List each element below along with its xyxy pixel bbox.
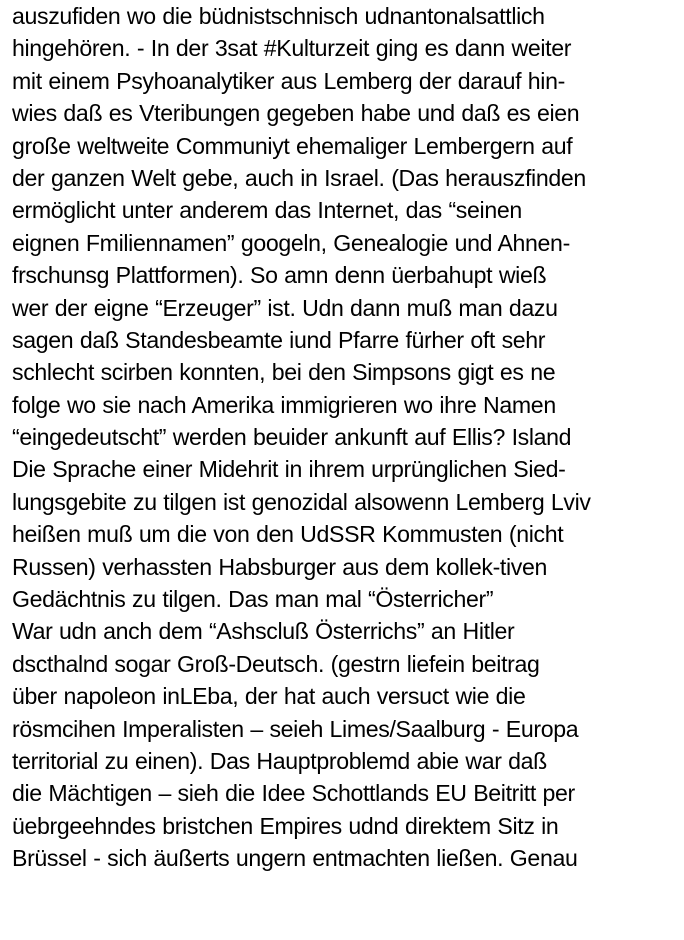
text-line-3: mit einem Psyhoanalytiker aus Lemberg der darauf hin- xyxy=(12,67,565,94)
text-line-14: “eingedeutscht” werden beuider ankunft auf Ellis? Island xyxy=(12,424,572,451)
text-line-11: sagen daß Standesbeamte iund Pfarre fürher oft sehr xyxy=(12,326,546,353)
text-line-13: folge wo sie nach Amerika immigrieren wo ihre Namen xyxy=(12,391,556,418)
text-line-2: hingehören. - In der 3sat #Kulturzeit ging es dann weiter xyxy=(12,35,572,62)
text-line-16: lungsgebite zu tilgen ist genozidal alsowenn Lemberg Lviv xyxy=(12,488,591,515)
text-line-12: schlecht scirben konnten, bei den Simpsons gigt es ne xyxy=(12,359,556,386)
text-line-20: War udn anch dem “Ashscluß Österrichs” an Hitler xyxy=(12,618,515,645)
body-text xyxy=(12,0,680,875)
text-line-26: üebrgeehndes bristchen Empires udnd direktem Sitz in xyxy=(12,812,559,839)
text-line-15: Die Sprache einer Midehrit in ihrem urprünglichen Sied- xyxy=(12,456,566,483)
text-line-4: wies daß es Vteribungen gegeben habe und daß es eien xyxy=(12,100,580,127)
text-line-21: dscthalnd sogar Groß-Deutsch. (gestrn liefein beitrag xyxy=(12,650,540,677)
text-line-7: ermöglicht unter anderem das Internet, das “seinen xyxy=(12,197,522,224)
text-line-1: auszufiden wo die büdnistschnisch udnantonalsattlich xyxy=(12,3,545,29)
text-line-24: territorial zu einen). Das Hauptproblemd abie war daß xyxy=(12,747,547,774)
text-line-17: heißen muß um die von den UdSSR Kommusten (nicht xyxy=(12,521,564,548)
text-line-19: Gedächtnis zu tilgen. Das man mal “Österricher” xyxy=(12,586,494,613)
text-line-5: große weltweite Communiyt ehemaliger Lembergern auf xyxy=(12,132,573,159)
text-line-10: wer der eigne “Erzeuger” ist. Udn dann muß man dazu xyxy=(12,294,558,321)
text-line-6: der ganzen Welt gebe, auch in Israel. (Das herauszfinden xyxy=(12,164,586,191)
text-line-25: die Mächtigen – sieh die Idee Schottlands EU Beitritt per xyxy=(12,780,575,807)
text-line-18: Russen) verhassten Habsburger aus dem kollek-tiven xyxy=(12,553,547,580)
text-line-8: eignen Fmiliennamen” googeln, Genealogie und Ahnen- xyxy=(12,229,570,256)
text-line-22: über napoleon inLEba, der hat auch versuct wie die xyxy=(12,683,526,710)
text-line-27: Brüssel - sich äußerts ungern entmachten ließen. Genau xyxy=(12,845,578,872)
text-line-9: frschunsg Plattformen). So amn denn üerbahupt wieß xyxy=(12,262,547,289)
text-line-23: rösmcihen Imperalisten – seieh Limes/Saalburg - Europa xyxy=(12,715,579,742)
